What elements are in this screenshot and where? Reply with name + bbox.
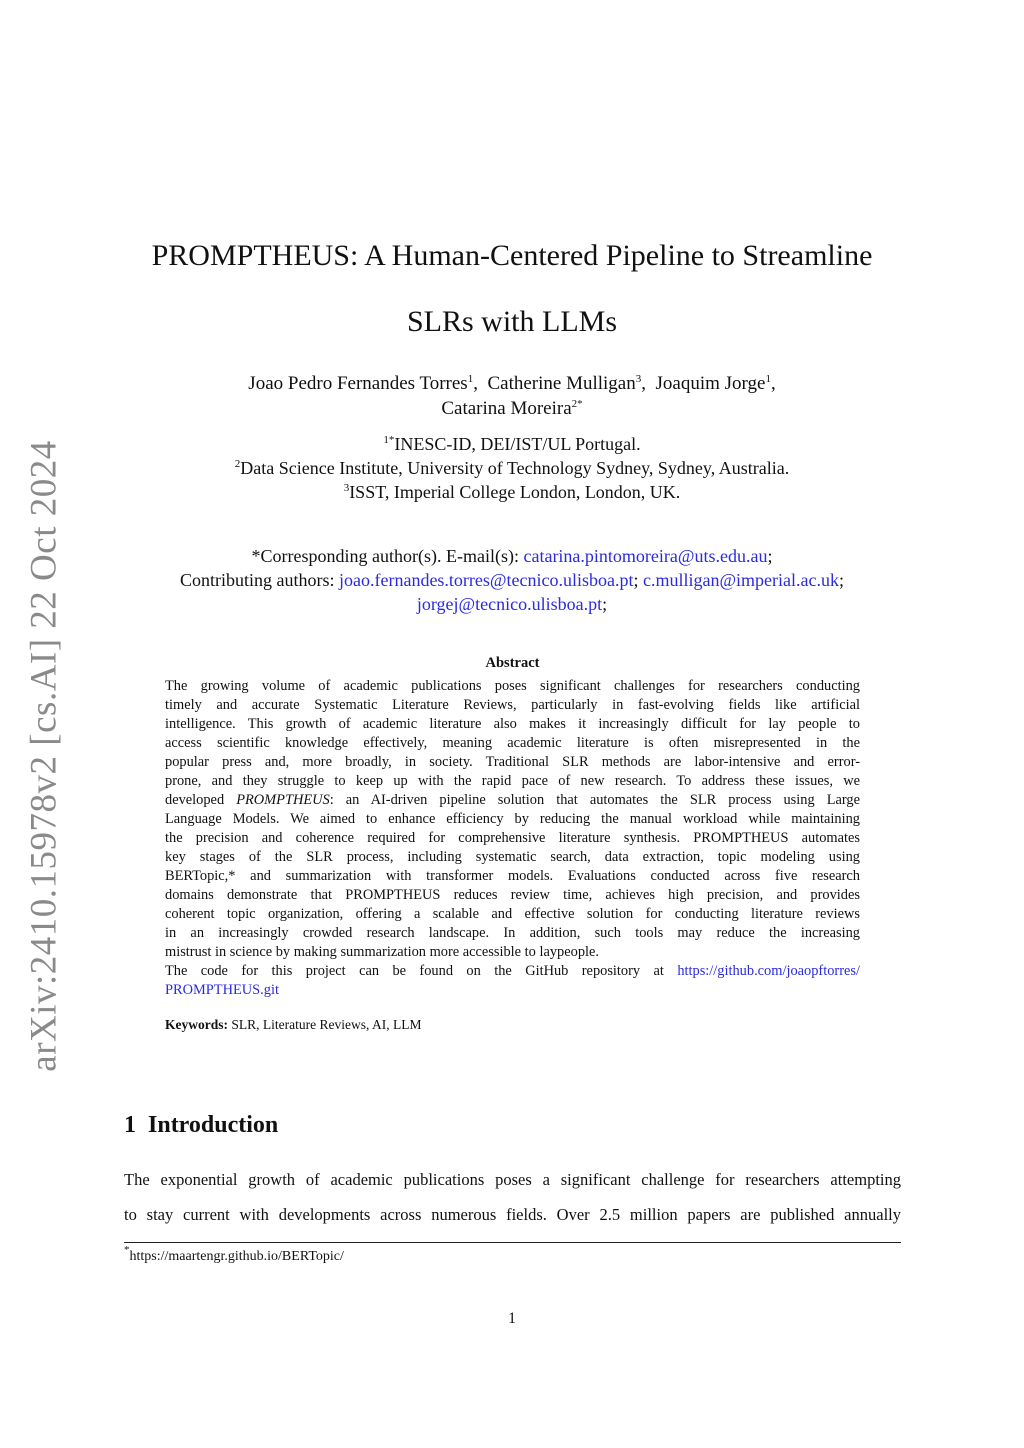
author-affiliation-mark: 3 — [635, 373, 642, 385]
author-list: Joao Pedro Fernandes Torres$^1$, Catherine Mulligan$^3$, Joaquim Jorge$^1$, — [248, 373, 776, 394]
affiliation-text: Data Science Institute, University of Technology Sydney, Sydney, Australia. — [240, 458, 790, 478]
paper-title-line-1: PROMPTHEUS: A Human-Centered Pipeline to Streamline — [151, 239, 873, 272]
affiliation-text: ISST, Imperial College London, London, UK. — [349, 482, 681, 502]
corresponding-email-link[interactable]: catarina.pintomoreira@uts.edu.au — [523, 546, 768, 566]
section-heading — [124, 1112, 278, 1139]
affiliation-mark: 1* — [383, 434, 395, 446]
contributing-email-link[interactable]: jorgej@tecnico.ulisboa.pt — [416, 594, 603, 614]
author-affiliation-mark: 1 — [467, 373, 474, 385]
abstract-line: timely and accurate Systematic Literature Reviews, particularly in fast-evolving fields like artificial — [165, 697, 860, 713]
author-name: Joao Pedro Fernandes Torres — [248, 373, 468, 394]
abstract — [165, 654, 860, 1034]
abstract-code-line — [165, 962, 860, 981]
abstract-heading: Abstract — [485, 655, 540, 671]
body-line: The exponential growth of academic publications poses a significant challenge for researchers attempting — [124, 1170, 901, 1189]
footnote-mark: * — [124, 1244, 130, 1256]
author-list-line-2 — [0, 397, 1024, 421]
abstract-line: coherent topic organization, offering a scalable and effective solution for conducting literature reviews — [165, 906, 860, 922]
github-link-continued[interactable]: PROMPTHEUS.git — [165, 982, 279, 998]
affiliation — [0, 432, 1024, 456]
abstract-line: popular press and, more broadly, in society. Traditional SLR methods are labor-intensive and error- — [165, 754, 860, 770]
corresponding-author: *Corresponding author(s). E-mail(s): catarina.pintomoreira@uts.edu.au; — [251, 546, 773, 566]
abstract-line: access scientific knowledge effectively, meaning academic literature is often misrepresented in the — [165, 735, 860, 751]
contributing-label: Contributing authors: — [179, 570, 335, 590]
affiliation — [0, 480, 1024, 504]
keywords-value: SLR, Literature Reviews, AI, LLM — [231, 1017, 422, 1032]
page-number: 1 — [508, 1310, 516, 1327]
abstract-line: mistrust in science by making summarization more accessible to laypeople. — [165, 944, 599, 960]
abstract-line: developed PROMPTHEUS: an AI-driven pipeline solution that automates the SLR process using Large — [165, 792, 860, 808]
contributing-email-link[interactable]: c.mulligan@imperial.ac.uk — [642, 570, 839, 590]
affiliation — [0, 456, 1024, 480]
contributing-email-link[interactable]: joao.fernandes.torres@tecnico.ulisboa.pt — [338, 570, 634, 590]
code-prefix: The code for this project can be found on the GitHub repository at — [165, 963, 664, 979]
keywords — [165, 1015, 860, 1034]
author-affiliation-mark: 1 — [765, 373, 771, 385]
footnote-rule — [124, 1242, 901, 1243]
affiliation-mark: 2 — [234, 458, 241, 470]
abstract-line: BERTopic,* and summarization with transformer models. Evaluations conducted across five research — [165, 868, 860, 884]
section-title: Introduction — [148, 1112, 279, 1138]
arxiv-stamp: arXiv:2410.15978v2 [cs.AI] 22 Oct 2024 — [23, 440, 65, 1072]
author-name: Catherine Mulligan — [487, 373, 636, 394]
abstract-line: in an increasingly crowded research landscape. In addition, such tools may reduce the increasing — [165, 925, 860, 941]
section-number: 1 — [124, 1112, 136, 1138]
github-link[interactable]: https://github.com/joaopftorres/ — [677, 963, 860, 979]
footnote — [124, 1244, 344, 1265]
author-affiliation-mark: 2* — [571, 398, 583, 410]
affiliation-text: INESC-ID, DEI/IST/UL Portugal. — [394, 434, 641, 454]
author-name: Joaquim Jorge — [655, 373, 766, 394]
abstract-line: key stages of the SLR process, including systematic search, data extraction, topic modeling using — [165, 849, 860, 865]
body-line: to stay current with developments across numerous fields. Over 2.5 million papers are published annually — [124, 1205, 901, 1224]
abstract-line: prone, and they struggle to keep up with the rapid pace of new research. To address these issues, we — [165, 773, 860, 789]
abstract-line: domains demonstrate that PROMPTHEUS reduces review time, achieves high precision, and provides — [165, 887, 860, 903]
abstract-line: Language Models. We aimed to enhance efficiency by reducing the manual workload while maintaining — [165, 811, 860, 827]
footnote-link[interactable]: https://maartengr.github.io/BERTopic/ — [129, 1249, 344, 1264]
abstract-line: The growing volume of academic publications poses significant challenges for researchers conducting — [165, 678, 860, 694]
corresponding-label: *Corresponding author(s). E-mail(s): — [251, 546, 519, 566]
abstract-line: intelligence. This growth of academic literature also makes it increasingly difficult for lay people to — [165, 716, 860, 732]
contributing-authors: Contributing authors: joao.fernandes.torres@tecnico.ulisboa.pt; c.mulligan@imperial.ac.uk; — [179, 570, 845, 590]
abstract-code-line-2 — [165, 981, 860, 1000]
affiliation-mark: 3 — [343, 482, 350, 494]
abstract-line: the precision and coherence required for comprehensive literature synthesis. PROMPTHEUS automates — [165, 830, 860, 846]
author-name: Catarina Moreira — [441, 398, 572, 419]
contributing-authors-line-2: jorgej@tecnico.ulisboa.pt; — [416, 594, 608, 614]
keywords-label: Keywords: — [165, 1017, 228, 1032]
paper-title-line-2: SLRs with LLMs — [406, 305, 618, 338]
